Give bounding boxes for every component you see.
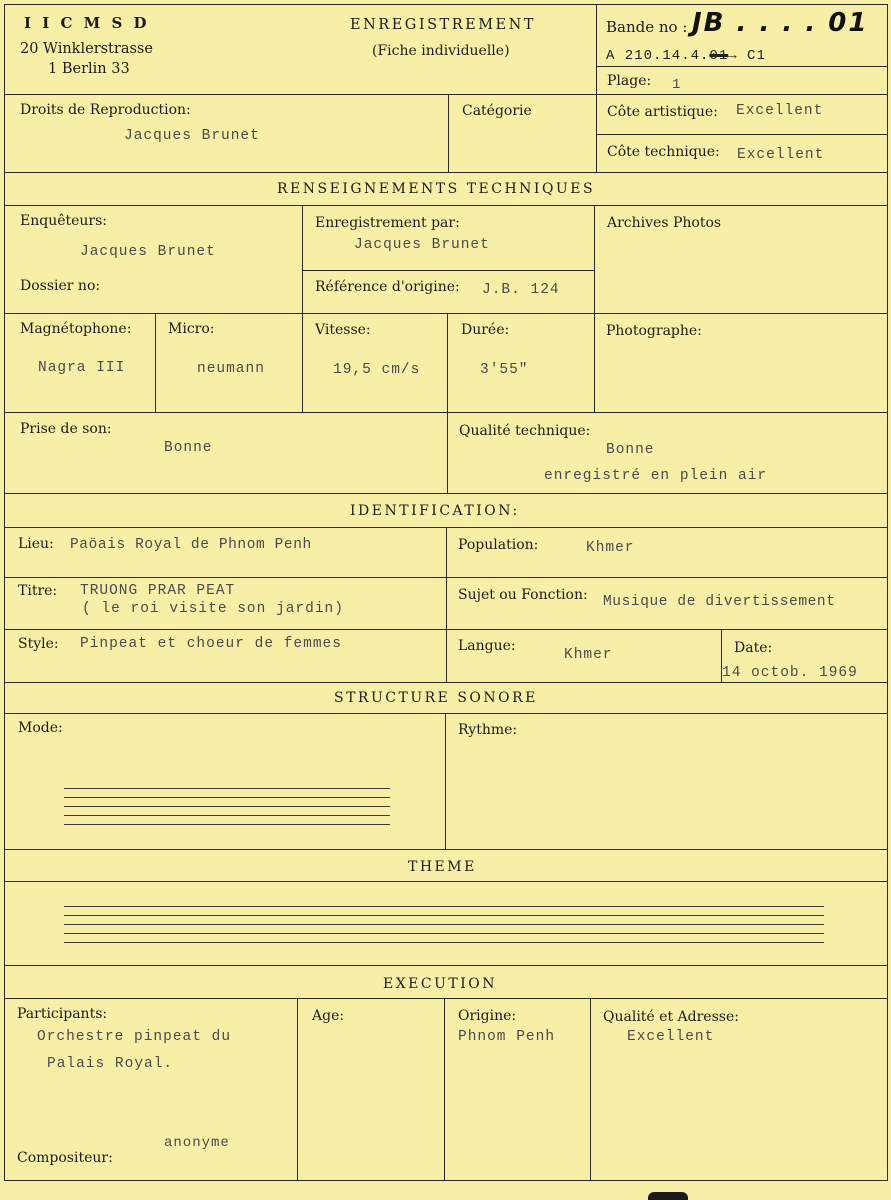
staff-line	[64, 933, 824, 934]
rule	[596, 134, 888, 135]
qualite-technique-label: Qualité technique:	[459, 423, 591, 439]
vitesse-label: Vitesse:	[315, 322, 371, 338]
rule	[445, 713, 446, 849]
langue-value: Khmer	[564, 647, 613, 663]
enregistrement-par-label: Enregistrement par:	[315, 215, 460, 231]
staff-line	[64, 824, 390, 825]
section-heading-technical: RENSEIGNEMENTS TECHNIQUES	[277, 181, 596, 197]
population-label: Population:	[458, 537, 539, 553]
record-subtitle: (Fiche individuelle)	[372, 43, 510, 59]
rule	[4, 965, 888, 966]
staff-line	[64, 806, 390, 807]
compositeur-label: Compositeur:	[17, 1150, 113, 1166]
staff-line	[64, 924, 824, 925]
rule	[4, 412, 888, 413]
rule	[887, 4, 888, 1180]
duree-label: Durée:	[461, 322, 510, 338]
record-title: ENREGISTREMENT	[350, 17, 536, 33]
institute-name: I I C M S D	[24, 14, 150, 32]
age-label: Age:	[312, 1008, 345, 1024]
reference-value: J.B. 124	[482, 282, 560, 298]
plage-label: Plage:	[607, 73, 652, 89]
archives-label: Archives Photos	[607, 215, 722, 231]
rule	[4, 94, 888, 95]
arrow-icon: →	[728, 48, 738, 64]
section-heading-identification: IDENTIFICATION:	[350, 503, 520, 519]
style-label: Style:	[18, 636, 59, 652]
langue-label: Langue:	[458, 638, 516, 654]
rule	[302, 270, 594, 271]
qualite-technique-note: enregistré en plein air	[544, 468, 768, 484]
section-heading-execution: EXECUTION	[383, 976, 498, 992]
titre-value-line2: ( le roi visite son jardin)	[82, 601, 344, 617]
titre-value-line1: TRUONG PRAR PEAT	[80, 583, 236, 599]
rule	[444, 998, 445, 1180]
qualite-adresse-value: Excellent	[627, 1029, 715, 1045]
staff-line	[64, 915, 824, 916]
rule	[4, 881, 888, 882]
rule	[4, 682, 888, 683]
rule	[448, 94, 449, 172]
rule	[446, 527, 447, 682]
rule	[447, 313, 448, 493]
rythme-label: Rythme:	[458, 722, 518, 738]
cote-artistique-value: Excellent	[736, 103, 824, 119]
rule	[4, 313, 888, 314]
lieu-label: Lieu:	[18, 536, 54, 552]
style-value: Pinpeat et choeur de femmes	[80, 636, 342, 652]
staff-line	[64, 797, 390, 798]
droits-label: Droits de Reproduction:	[20, 102, 191, 118]
participants-value-line1: Orchestre pinpeat du	[37, 1029, 232, 1045]
compositeur-value: anonyme	[164, 1135, 230, 1151]
titre-label: Titre:	[18, 583, 58, 599]
rule	[297, 998, 298, 1180]
photographe-label: Photographe:	[606, 323, 702, 339]
sujet-value: Musique de divertissement	[603, 594, 836, 610]
staff-line	[64, 788, 390, 789]
sujet-label: Sujet ou Fonction:	[458, 587, 588, 603]
population-value: Khmer	[586, 540, 635, 556]
origine-value: Phnom Penh	[458, 1029, 556, 1045]
origine-label: Origine:	[458, 1008, 517, 1024]
rule	[4, 4, 5, 1180]
tape-code-struck: 01	[709, 48, 729, 64]
bande-value: JB . . . . 01	[692, 8, 869, 38]
categorie-label: Catégorie	[462, 103, 532, 119]
section-heading-structure: STRUCTURE SONORE	[334, 690, 538, 706]
tape-code-prefix: A 210.14.4.	[606, 48, 710, 64]
staff-line	[64, 942, 824, 943]
institute-city: 1 Berlin 33	[48, 61, 130, 77]
rule	[4, 205, 888, 206]
magnetophone-label: Magnétophone:	[20, 321, 132, 337]
cote-technique-label: Côte technique:	[607, 144, 720, 160]
mode-label: Mode:	[18, 720, 63, 736]
enqueteurs-value: Jacques Brunet	[80, 244, 216, 260]
prise-value: Bonne	[164, 440, 213, 456]
enregistrement-par-value: Jacques Brunet	[354, 237, 490, 253]
card-tab-mark	[648, 1192, 688, 1200]
rule	[4, 998, 888, 999]
cote-artistique-label: Côte artistique:	[607, 104, 718, 120]
rule	[155, 313, 156, 412]
lieu-value: Paöais Royal de Phnom Penh	[70, 537, 312, 553]
rule	[4, 713, 888, 714]
rule	[4, 849, 888, 850]
section-heading-theme: THEME	[408, 859, 477, 875]
qualite-technique-value: Bonne	[606, 442, 655, 458]
micro-value: neumann	[197, 361, 265, 377]
date-label: Date:	[734, 640, 773, 656]
tape-code-suffix: C1	[747, 48, 766, 64]
staff-line	[64, 815, 390, 816]
staff-line	[64, 906, 824, 907]
rule	[596, 4, 597, 172]
rule	[4, 4, 888, 5]
participants-label: Participants:	[17, 1006, 108, 1022]
prise-label: Prise de son:	[20, 421, 112, 437]
droits-value: Jacques Brunet	[124, 128, 260, 144]
micro-label: Micro:	[168, 321, 215, 337]
qualite-adresse-label: Qualité et Adresse:	[603, 1009, 739, 1025]
cote-technique-value: Excellent	[737, 147, 825, 163]
enqueteurs-label: Enquêteurs:	[20, 213, 108, 229]
duree-value: 3'55"	[480, 362, 529, 378]
dossier-label: Dossier no:	[20, 278, 101, 294]
magnetophone-value: Nagra III	[38, 360, 126, 376]
rule	[4, 1180, 888, 1181]
rule	[4, 493, 888, 494]
rule	[594, 205, 595, 412]
reference-label: Référence d'origine:	[315, 279, 460, 295]
rule	[596, 66, 888, 67]
institute-street: 20 Winklerstrasse	[20, 41, 153, 57]
rule	[302, 205, 303, 412]
vitesse-value: 19,5 cm/s	[333, 362, 421, 378]
rule	[590, 998, 591, 1180]
bande-label: Bande no :	[606, 18, 688, 36]
participants-value-line2: Palais Royal.	[47, 1056, 174, 1072]
plage-value: 1	[672, 77, 682, 93]
tape-code	[606, 48, 766, 64]
rule	[4, 172, 888, 173]
date-value: 14 octob. 1969	[722, 665, 858, 681]
